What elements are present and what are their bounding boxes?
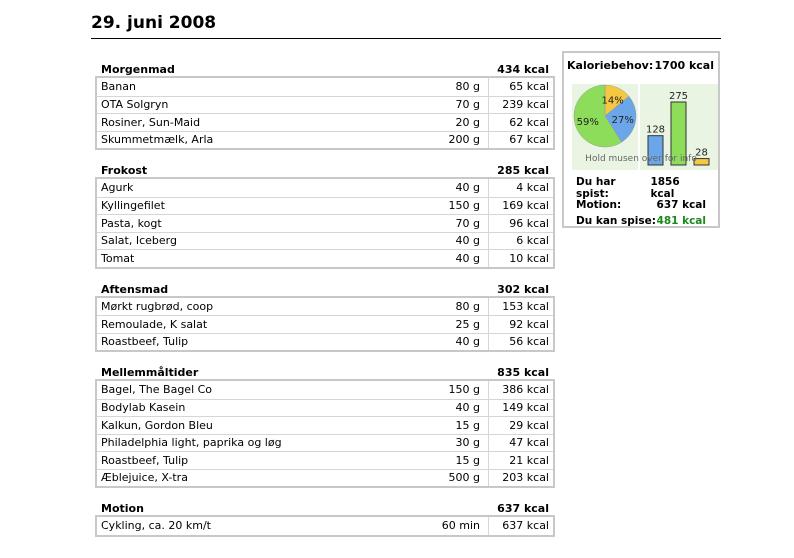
food-name: Salat, Iceberg xyxy=(101,234,177,248)
food-kcal: 67 kcal xyxy=(509,133,549,147)
food-name: Roastbeef, Tulip xyxy=(101,453,189,467)
food-row[interactable] xyxy=(97,96,553,114)
hover-hint: Hold musen over for info xyxy=(585,154,697,164)
food-kcal: 169 kcal xyxy=(502,199,549,213)
title-divider xyxy=(91,38,721,39)
food-amount: 70 g xyxy=(419,215,489,232)
food-row[interactable] xyxy=(97,434,553,452)
meal-total: 434 kcal xyxy=(497,63,549,76)
pie-slice-label: 59% xyxy=(576,117,599,129)
meal-items-table xyxy=(95,296,555,353)
total-label: Du kan spise: xyxy=(576,215,656,228)
food-kcal: 10 kcal xyxy=(509,251,549,265)
food-name: Cykling, ca. 20 km/t xyxy=(101,519,211,533)
food-kcal: 62 kcal xyxy=(509,115,549,129)
bar-label: 275 xyxy=(668,91,689,102)
food-kcal: 47 kcal xyxy=(509,436,549,450)
food-kcal: 203 kcal xyxy=(502,471,549,485)
food-row[interactable] xyxy=(97,298,553,316)
food-kcal: 386 kcal xyxy=(502,383,549,397)
total-row xyxy=(576,176,706,201)
total-value: 481 kcal xyxy=(656,215,706,228)
food-amount: 80 g xyxy=(419,78,489,96)
meal-name: Mellemmåltider xyxy=(101,366,199,379)
food-name: Remoulade, K salat xyxy=(101,317,208,331)
food-name: Tomat xyxy=(101,251,135,265)
total-row xyxy=(576,213,706,230)
food-name: Bodylab Kasein xyxy=(101,401,186,415)
food-row[interactable] xyxy=(97,381,553,399)
food-kcal: 29 kcal xyxy=(509,418,549,432)
food-name: Bagel, The Bagel Co xyxy=(101,383,213,397)
food-name: Pasta, kogt xyxy=(101,216,162,230)
food-row[interactable] xyxy=(97,249,553,267)
meal-total: 637 kcal xyxy=(497,502,549,515)
food-amount: 25 g xyxy=(419,316,489,333)
pie-slice-label: 27% xyxy=(611,114,634,126)
food-row[interactable] xyxy=(97,333,553,351)
food-amount: 15 g xyxy=(419,417,489,434)
meal-items-table xyxy=(95,515,555,537)
food-row[interactable] xyxy=(97,416,553,434)
pie-slice-label: 14% xyxy=(601,95,624,107)
food-amount: 40 g xyxy=(419,179,489,197)
calorie-need-label: Kaloriebehov: xyxy=(567,59,654,72)
meal-name: Frokost xyxy=(101,164,148,177)
food-kcal: 4 kcal xyxy=(516,181,549,195)
food-kcal: 153 kcal xyxy=(502,299,549,313)
food-name: Kyllingefilet xyxy=(101,199,165,213)
calorie-summary-panel xyxy=(562,51,720,228)
food-row[interactable] xyxy=(97,179,553,197)
food-amount: 200 g xyxy=(419,132,489,149)
total-label: Du har spist: xyxy=(576,176,616,201)
total-label: Motion: xyxy=(576,198,622,211)
food-amount: 80 g xyxy=(419,298,489,316)
meal-total: 302 kcal xyxy=(497,282,549,296)
food-name: Rosiner, Sun-Maid xyxy=(101,115,201,129)
meal-total: 285 kcal xyxy=(497,164,549,177)
food-name: Skummetmælk, Arla xyxy=(101,133,214,147)
food-amount: 20 g xyxy=(419,114,489,131)
food-row[interactable] xyxy=(97,517,553,535)
food-amount: 40 g xyxy=(419,250,489,267)
food-row[interactable] xyxy=(97,469,553,487)
food-amount: 40 g xyxy=(419,334,489,351)
meal-header xyxy=(95,361,555,379)
food-kcal: 92 kcal xyxy=(509,317,549,331)
food-row[interactable] xyxy=(97,78,553,96)
food-amount: 40 g xyxy=(419,233,489,250)
food-row[interactable] xyxy=(97,197,553,215)
food-kcal: 149 kcal xyxy=(502,401,549,415)
food-amount: 70 g xyxy=(419,97,489,114)
food-kcal: 637 kcal xyxy=(502,519,549,533)
total-value: 637 kcal xyxy=(656,198,706,211)
total-value: 1856 kcal xyxy=(650,176,680,201)
food-row[interactable] xyxy=(97,232,553,250)
food-row[interactable] xyxy=(97,113,553,131)
meal-name: Morgenmad xyxy=(101,63,175,76)
food-kcal: 65 kcal xyxy=(509,80,549,94)
calorie-need-value: 1700 kcal xyxy=(654,59,714,72)
meal-header xyxy=(95,278,555,296)
meal-name: Motion xyxy=(101,502,144,515)
food-name: Philadelphia light, paprika og løg xyxy=(101,436,282,450)
meal-items-table xyxy=(95,76,555,150)
food-row[interactable] xyxy=(97,451,553,469)
meal-name: Aftensmad xyxy=(101,282,169,296)
food-kcal: 56 kcal xyxy=(509,335,549,349)
meal-items-table xyxy=(95,379,555,488)
page-title: 29. juni 2008 xyxy=(91,13,217,33)
food-amount: 15 g xyxy=(419,452,489,469)
meal-list xyxy=(95,58,555,546)
food-name: Agurk xyxy=(101,181,134,195)
food-kcal: 21 kcal xyxy=(509,453,549,467)
food-row[interactable] xyxy=(97,315,553,333)
food-name: Banan xyxy=(101,80,136,94)
food-name: Kalkun, Gordon Bleu xyxy=(101,418,213,432)
food-row[interactable] xyxy=(97,399,553,417)
food-name: OTA Solgryn xyxy=(101,98,169,112)
food-amount: 500 g xyxy=(419,470,489,487)
calorie-totals xyxy=(576,176,706,230)
meal-header xyxy=(95,497,555,515)
meal-items-table xyxy=(95,177,555,269)
food-name: Mørkt rugbrød, coop xyxy=(101,299,214,313)
food-amount: 30 g xyxy=(419,435,489,452)
meal-total: 835 kcal xyxy=(497,366,549,379)
food-row[interactable] xyxy=(97,214,553,232)
food-amount: 60 min xyxy=(419,517,489,535)
food-kcal: 96 kcal xyxy=(509,216,549,230)
food-amount: 150 g xyxy=(419,381,489,399)
meal-header xyxy=(95,159,555,177)
food-amount: 150 g xyxy=(419,198,489,215)
food-row[interactable] xyxy=(97,131,553,149)
food-name: Æblejuice, X-tra xyxy=(101,471,188,485)
bar-label: 128 xyxy=(645,124,666,136)
calorie-need-header xyxy=(564,53,718,72)
meal-header xyxy=(95,58,555,76)
food-kcal: 6 kcal xyxy=(516,234,549,248)
food-amount: 40 g xyxy=(419,400,489,417)
food-name: Roastbeef, Tulip xyxy=(101,335,189,349)
bar-label: 28 xyxy=(695,147,708,159)
food-kcal: 239 kcal xyxy=(502,98,549,112)
